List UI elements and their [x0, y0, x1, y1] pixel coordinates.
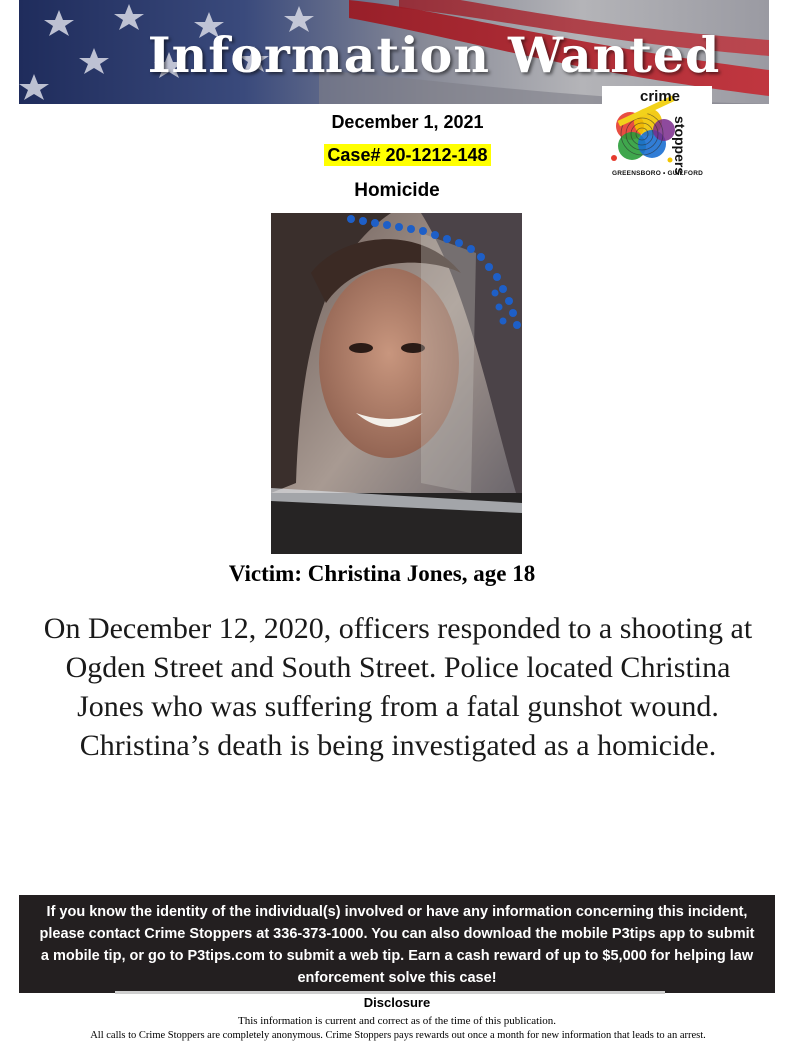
publication-date: December 1, 2021: [331, 112, 484, 132]
contact-box: [19, 895, 775, 993]
logo-word-crime: crime: [640, 88, 681, 105]
disclosure-title: Disclosure: [363, 995, 431, 1010]
logo-city: GREENSBORO • GUILFORD: [612, 170, 703, 177]
divider: [115, 991, 665, 994]
case-number: Case# 20-1212-148: [324, 144, 490, 166]
incident-description: On December 12, 2020, officers responded to a shooting at Ogden Street and South Street. Police located Christina Jones who was suffering from a fatal gunshot wound. Christina’s death is being investigated as a homicide.: [43, 612, 753, 762]
banner-title: Information Wanted: [147, 26, 721, 84]
victim-caption: Victim: Christina Jones, age 18: [228, 561, 536, 586]
victim-photo-image: [271, 213, 522, 554]
crime-type: Homicide: [354, 180, 440, 201]
case-number-row: [0, 144, 796, 166]
victim-photo: [271, 213, 522, 554]
crime-stoppers-logo: [602, 86, 712, 182]
disclosure-line-2: All calls to Crime Stoppers are completely anonymous. Crime Stoppers pays rewards out once a month for new information that leads to an arrest.: [90, 1030, 706, 1041]
disclosure-line-1: This information is current and correct as of the time of this publication.: [238, 1015, 556, 1027]
contact-text: If you know the identity of the individual(s) involved or have any information concerning this incident, please contact Crime Stoppers at 336-373-1000. You can also download the mobile P3tips app to submit a mobile tip, or go to P3tips.com to submit a web tip. Earn a cash reward of up to $5,000 for helping law enforcement solve this case!: [39, 904, 755, 986]
logo-word-stoppers: stoppers: [672, 116, 688, 176]
